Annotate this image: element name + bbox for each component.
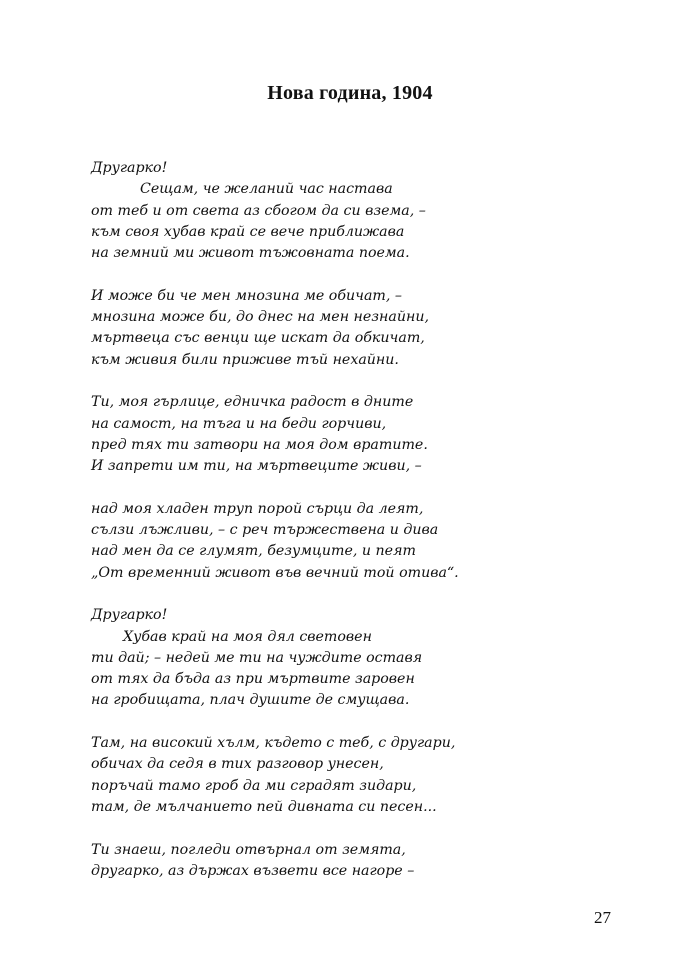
poem-body bbox=[91, 158, 651, 882]
poem-line: над моя хладен труп порой сърци да леят, bbox=[91, 500, 424, 517]
poem-line: Там, на високий хълм, където с теб, с другари, bbox=[91, 735, 456, 752]
stanza-gap bbox=[91, 371, 651, 392]
poem-line: поръчай тамо гроб да ми сградят зидари, bbox=[91, 777, 417, 794]
poem-line: сълзи лъжливи, – с реч тържествена и дива bbox=[91, 522, 439, 539]
poem-line: от тях да бъда аз при мъртвите заровен bbox=[91, 671, 415, 688]
stanza-address: Другарко! bbox=[91, 607, 168, 624]
poem-line: на земний ми живот тъжовната поема. bbox=[91, 245, 410, 262]
poem-line: другарко, аз държах възвети все нагоре – bbox=[91, 862, 415, 879]
poem-line: към живия били приживе тъй нехайни. bbox=[91, 351, 399, 368]
poem-line: И може би че мен мнозина ме обичат, – bbox=[91, 287, 402, 304]
poem-line: „От временний живот във вечний той отива“. bbox=[91, 564, 459, 581]
poem-line: ти дай; – недей ме ти на чуждите оставя bbox=[91, 649, 423, 666]
poem-line: мъртвеца със венци ще искат да обкичат, bbox=[91, 330, 425, 347]
stanza bbox=[91, 605, 651, 711]
poem-line: И запрети им ти, на мъртвеците живи, – bbox=[91, 458, 422, 475]
poem-line: от теб и от света аз сбогом да си взема, – bbox=[91, 202, 426, 219]
stanza-gap bbox=[91, 264, 651, 285]
stanza-gap bbox=[91, 584, 651, 605]
stanza-gap bbox=[91, 477, 651, 498]
poem-line: на гробищата, плач душите де смущава. bbox=[91, 692, 410, 709]
poem-line: пред тях ти затвори на моя дом вратите. bbox=[91, 436, 428, 453]
page-number: 27 bbox=[594, 908, 611, 927]
poem-line: Хубав край на моя дял световен bbox=[123, 628, 372, 645]
stanza-address: Другарко! bbox=[91, 160, 168, 176]
stanza-gap bbox=[91, 712, 651, 733]
poem-line: Ти знаеш, погледи отвърнал от земята, bbox=[91, 841, 406, 858]
poem-line: Сещам, че желаний час настава bbox=[140, 181, 393, 198]
stanza bbox=[91, 286, 651, 371]
stanza bbox=[91, 733, 651, 818]
poem-line: над мен да се глумят, безумците, и пеят bbox=[91, 543, 416, 560]
poem-line: на самост, на тъга и на беди горчиви, bbox=[91, 415, 387, 432]
poem-line: там, де мълчанието пей дивната си песен... bbox=[91, 798, 437, 815]
stanza bbox=[91, 392, 651, 477]
stanza bbox=[91, 158, 651, 264]
stanza bbox=[91, 499, 651, 584]
poem-title: Нова година, 1904 bbox=[267, 82, 433, 104]
poem-line: мнозина може би, до днес на мен незнайни, bbox=[91, 309, 429, 326]
poem-line: обичах да седя в тих разговор унесен, bbox=[91, 756, 384, 773]
poem-line: Ти, моя гърлице, едничка радост в дните bbox=[91, 394, 414, 411]
stanza-gap bbox=[91, 818, 651, 839]
stanza bbox=[91, 840, 651, 883]
poem-line: към своя хубав край се вече приближава bbox=[91, 223, 405, 240]
